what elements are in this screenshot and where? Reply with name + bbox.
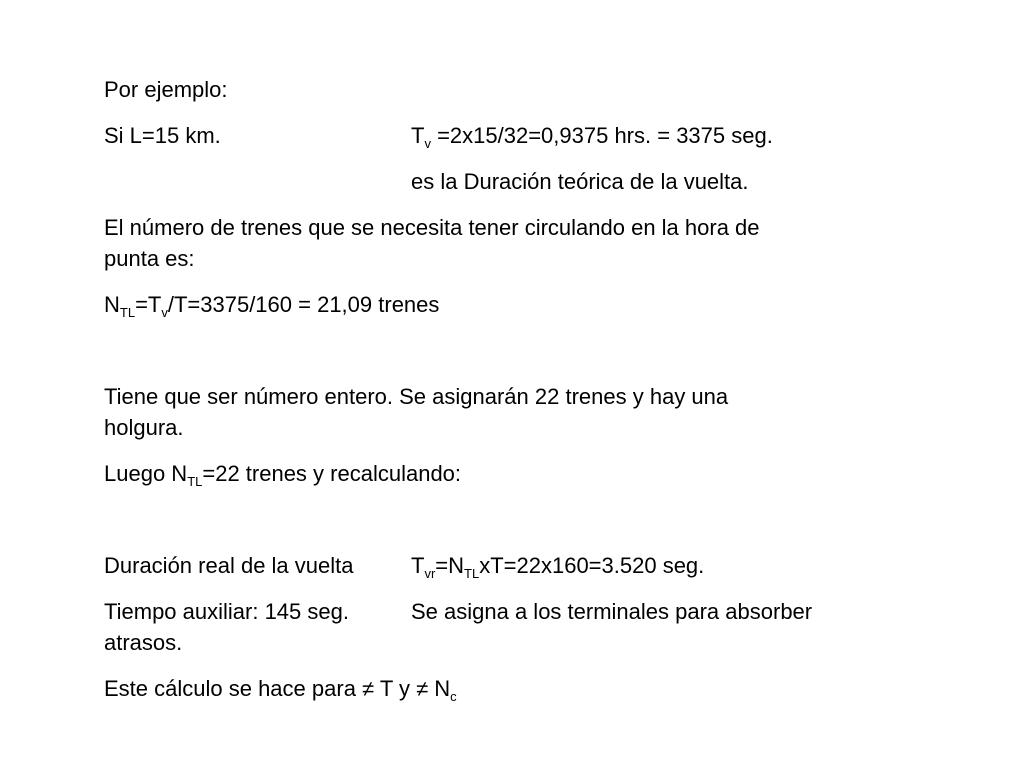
ntl-formula	[104, 291, 439, 319]
aux-time-desc-2: atrasos.	[104, 630, 183, 655]
calc-note	[104, 675, 457, 703]
ntl-base: N	[104, 292, 120, 317]
ntl-sub: TL	[119, 305, 136, 320]
trains-needed-text-2: punta es:	[104, 246, 195, 271]
tv-formula	[411, 122, 773, 150]
integer-note-2: holgura.	[104, 415, 184, 440]
integer-note-1: Tiene que ser número entero. Se asignarán 22 trenes y hay una	[104, 384, 729, 409]
tvr-rest: xT=22x160=3.520 seg.	[479, 553, 705, 578]
ntl-mid: =T	[135, 292, 162, 317]
ntl-rest: /T=3375/160 = 21,09 trenes	[167, 292, 440, 317]
ntl-v-sub: v	[161, 305, 168, 320]
real-duration-label: Duración real de la vuelta	[104, 553, 354, 578]
tvr-formula	[411, 552, 704, 580]
tvr-n-sub: TL	[464, 566, 480, 581]
recalc-text	[104, 460, 461, 488]
tv-description: es la Duración teórica de la vuelta.	[411, 169, 749, 194]
recalc-sub: TL	[187, 474, 203, 489]
tvr-base: T	[411, 553, 425, 578]
tvr-mid: =N	[435, 553, 465, 578]
aux-time-desc: Se asigna a los terminales para absorber	[411, 599, 813, 624]
calc-note-sub: c	[450, 689, 457, 704]
tv-sub: v	[424, 136, 431, 151]
recalc-pre: Luego N	[104, 461, 188, 486]
length-label: Si L=15 km.	[104, 123, 221, 148]
trains-needed-text-1: El número de trenes que se necesita tener circulando en la hora de	[104, 215, 760, 240]
aux-time-label: Tiempo auxiliar: 145 seg.	[104, 599, 349, 624]
tv-rest: =2x15/32=0,9375 hrs. = 3375 seg.	[430, 123, 773, 148]
intro-text: Por ejemplo:	[104, 77, 228, 102]
tv-base: T	[411, 123, 425, 148]
calc-note-pre: Este cálculo se hace para ≠ T y ≠ N	[104, 676, 451, 701]
tvr-sub: vr	[424, 566, 436, 581]
recalc-post: =22 trenes y recalculando:	[202, 461, 462, 486]
